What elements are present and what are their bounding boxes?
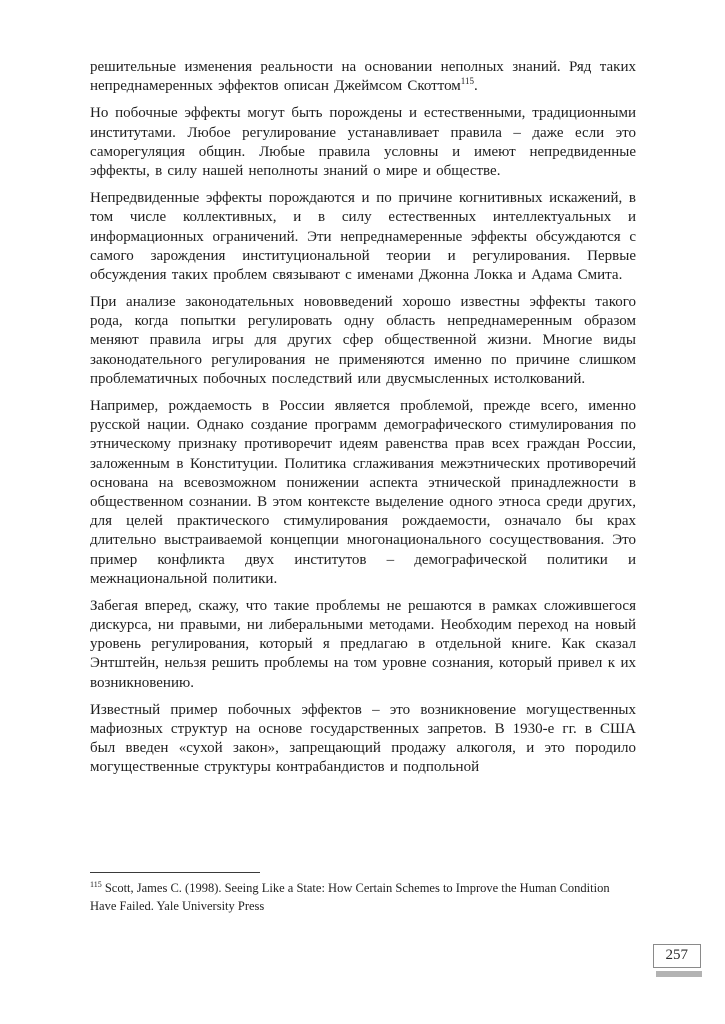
paragraph-7: Известный пример побочных эффектов – это возникновение могущественных мафиозных структур на основе государственных запретов. В 1930-е гг. в США был введен «сухой закон», запрещающий продажу алкоголя, и это породило могущественные структуры контрабандистов и подпольной (90, 701, 636, 776)
footnote-reference: 115 (460, 76, 474, 87)
page-content (90, 58, 636, 786)
paragraph-1-text: решительные изменения реальности на основании неполных знаний. Ряд таких непреднамеренных эффектов описан Джеймсом Скоттом (90, 59, 636, 95)
page-number-area (653, 944, 702, 977)
paragraph-5: Например, рождаемость в России является проблемой, прежде всего, именно русской нации. Однако создание программ демографического стимулирования по этническому признаку противоречит идеям равенства прав всех граждан России, заложенным в Конституции. Политика сглаживания межэтнических противоречий основана на всевозможном понижении аспекта этнической принадлежности в общественном сознании. В этом контексте выделение одного этноса среди других, для целей практического стимулирования рождаемости, означало бы крах длительно выстраиваемой концепции многонационального сосуществования. Это пример конфликта двух институтов – демографической политики и межнациональной политики. (90, 398, 636, 587)
paragraph-2: Но побочные эффекты могут быть порождены и естественными, традиционными институтами. Любое регулирование устанавливает правила – даже если это саморегуляция общин. Любые правила условны и имеют непредвиденные эффекты, в силу нашей неполноты знаний о мире и обществе. (90, 105, 636, 179)
paragraph-1 (90, 58, 636, 96)
footnote-marker: 115 (90, 879, 102, 889)
paragraph-4: При анализе законодательных нововведений хорошо известны эффекты такого рода, когда попытки регулировать одну область непреднамеренным образом меняют правила игры для других сфер общественной жизни. Многие виды законодательного регулирования не применяются именно по причине слишком проблематичных побочных последствий или двусмысленных истолкований. (90, 294, 636, 387)
page-number-box (653, 944, 702, 968)
paragraph-1-end: . (473, 78, 478, 95)
footnote-text: Scott, James C. (1998). Seeing Like a State: How Certain Schemes to Improve the Human Condition Have Failed. Yale University Press (90, 881, 610, 913)
footnote-separator-line (90, 872, 260, 873)
paragraph-6: Забегая вперед, скажу, что такие проблемы не решаются в рамках сложившегося дискурса, ни правыми, ни либеральными методами. Необходим переход на новый уровень регулирования, который я предлагаю в отдельной книге. Как сказал Энтштейн, нельзя решить проблемы на том уровне сознания, который привел к их возникновению. (90, 597, 636, 691)
footnote (90, 880, 636, 915)
paragraph-3: Непредвиденные эффекты порождаются и по причине когнитивных искажений, в том числе коллективных, и в силу естественных интеллектуальных и информационных ограничений. Эти непреднамеренные эффекты обсуждаются с самого зарождения институциональной теории и регулирования. Первые обсуждения таких проблем связывают с именами Джонна Локка и Адама Смита. (90, 190, 636, 283)
footnote-area (90, 872, 636, 915)
page-number-decoration (656, 971, 702, 977)
page-number: 257 (665, 947, 688, 963)
